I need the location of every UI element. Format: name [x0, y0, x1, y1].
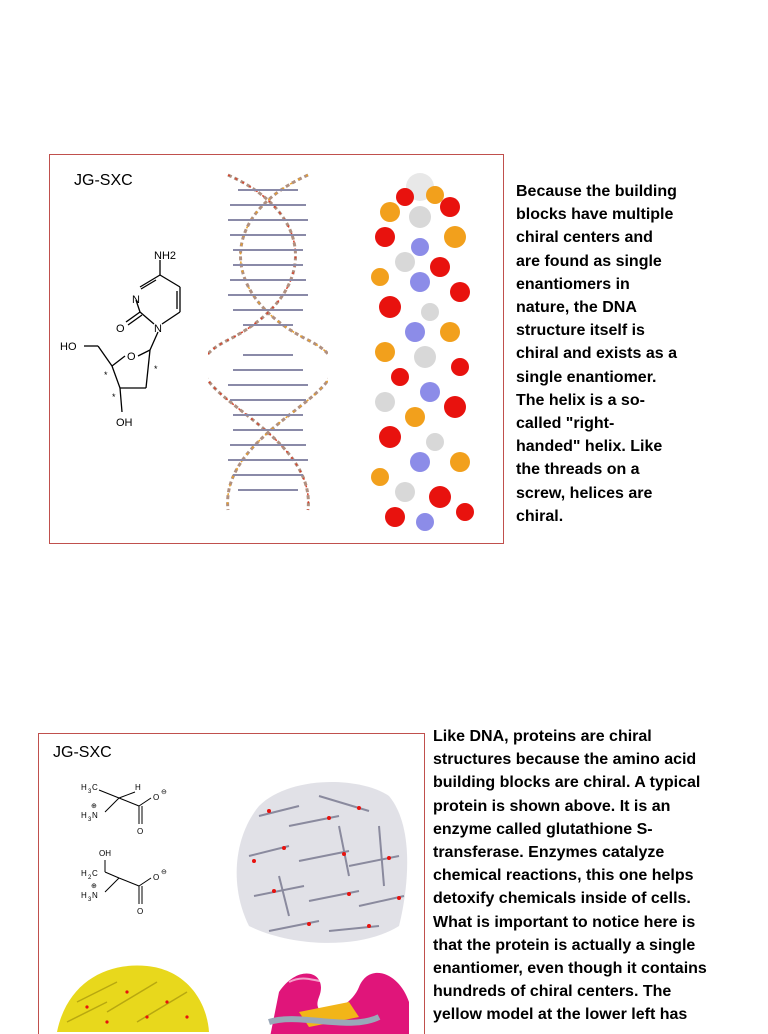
svg-text:3: 3 — [88, 897, 92, 903]
caption-line: structures because the amino acid — [433, 751, 697, 769]
chiral-star: * — [112, 392, 116, 402]
caption-line: screw, helices are — [516, 484, 653, 502]
svg-text:C: C — [92, 783, 98, 792]
nh2-label: NH2 — [154, 250, 177, 262]
figure-label: JG-SXC — [74, 172, 133, 189]
chiral-star: * — [104, 370, 108, 380]
svg-text:H: H — [81, 811, 87, 820]
svg-text:O: O — [153, 793, 160, 802]
o-label: O — [116, 323, 125, 335]
protein-stick-model-image — [229, 766, 414, 951]
svg-text:H: H — [81, 891, 87, 900]
caption-line: detoxify chemicals inside of cells. — [433, 890, 691, 908]
caption-line: single enantiomer. — [516, 368, 657, 386]
caption-line: What is important to notice here is — [433, 913, 696, 931]
svg-text:H: H — [81, 783, 87, 792]
caption-line: that the protein is actually a single — [433, 936, 696, 954]
caption-line: yellow model at the lower left has — [433, 1006, 688, 1024]
svg-text:2: 2 — [88, 875, 92, 881]
caption-line: enantiomer, even though it contains — [433, 960, 707, 978]
protein-yellow-model-image — [47, 952, 212, 1032]
svg-text:⊕: ⊕ — [91, 803, 97, 810]
svg-text:H: H — [81, 869, 87, 878]
caption-line: transferase. Enzymes catalyze — [433, 844, 665, 862]
svg-text:C: C — [92, 869, 98, 878]
caption-line: the threads on a — [516, 461, 640, 479]
svg-text:O: O — [137, 907, 144, 916]
caption-line: protein is shown above. It is an — [433, 797, 671, 815]
svg-text:N: N — [92, 811, 98, 820]
protein-caption — [433, 725, 707, 1027]
caption-line: nature, the DNA — [516, 299, 637, 317]
dna-caption — [516, 180, 677, 528]
figure-label: JG-SXC — [53, 744, 112, 761]
svg-text:O: O — [137, 827, 144, 836]
dna-space-filling-model-image — [360, 167, 485, 537]
caption-line: structure itself is — [516, 322, 645, 340]
amino-acid-structures — [77, 776, 207, 936]
caption-line: called "right- — [516, 415, 615, 433]
caption-line: chiral and exists as a — [516, 345, 677, 363]
caption-line: enzyme called glutathione S- — [433, 820, 653, 838]
caption-line: enantiomers in — [516, 275, 630, 293]
n-label: N — [154, 323, 162, 335]
n-label: N — [132, 294, 140, 306]
caption-line: chemical reactions, this one helps — [433, 867, 694, 885]
protein-ribbon-model-image — [259, 962, 419, 1034]
caption-line: Like DNA, proteins are chiral — [433, 728, 652, 745]
caption-line: building blocks are chiral. A typical — [433, 774, 701, 792]
caption-line: Because the building — [516, 183, 677, 200]
svg-text:H: H — [135, 783, 141, 792]
o-label: O — [127, 351, 136, 363]
caption-line: chiral centers and — [516, 229, 653, 247]
caption-line: hundreds of chiral centers. The — [433, 983, 672, 1001]
deoxycytidine-structure — [50, 240, 200, 440]
protein-figure-frame — [38, 733, 425, 1034]
svg-text:OH: OH — [99, 849, 111, 858]
oh-label: OH — [116, 417, 133, 429]
chiral-star: * — [154, 364, 158, 374]
svg-text:3: 3 — [88, 789, 92, 795]
svg-text:⊖: ⊖ — [161, 789, 167, 796]
svg-text:O: O — [153, 873, 160, 882]
svg-text:3: 3 — [88, 817, 92, 823]
svg-text:⊖: ⊖ — [161, 869, 167, 876]
ho-label: HO — [60, 341, 77, 353]
dna-stick-model-image — [208, 170, 328, 515]
caption-line: blocks have multiple — [516, 206, 674, 224]
svg-text:N: N — [92, 891, 98, 900]
caption-line: chiral. — [516, 507, 564, 525]
dna-figure-frame — [49, 154, 504, 544]
caption-line: are found as single — [516, 252, 662, 270]
caption-line: The helix is a so- — [516, 391, 645, 409]
caption-line: handed" helix. Like — [516, 438, 663, 456]
svg-text:⊕: ⊕ — [91, 883, 97, 890]
